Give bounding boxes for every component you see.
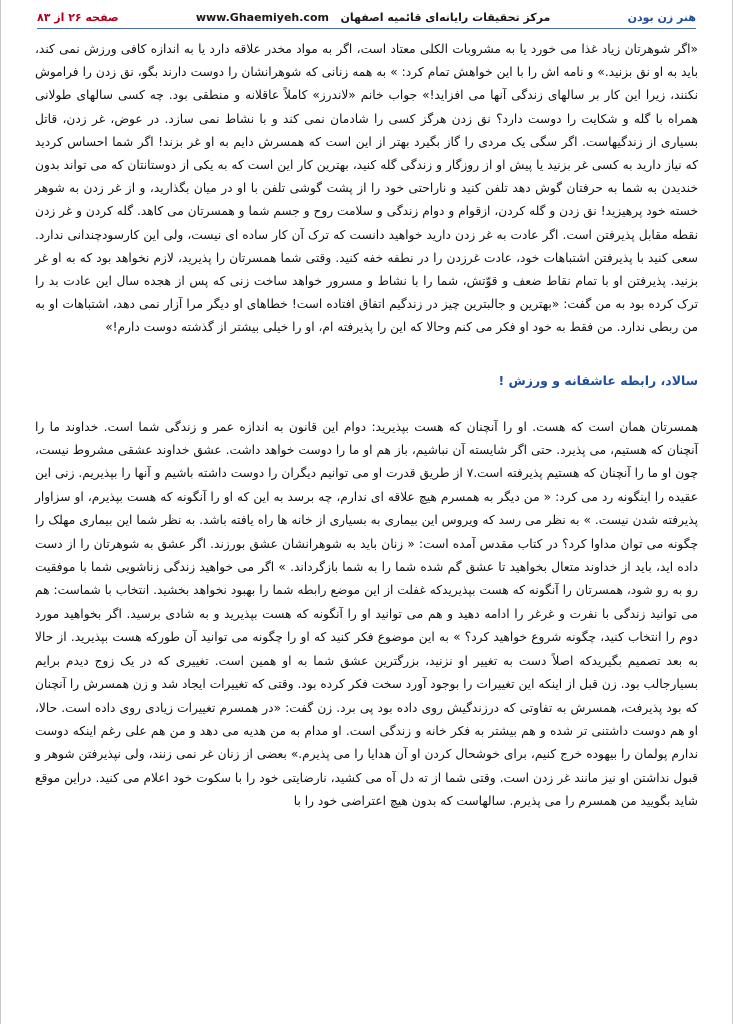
header-divider	[37, 28, 696, 29]
paragraph-2: همسرتان همان است که هست. او را آنچنان که هست بپذیرید: دوام این قانون به اندازه عمر و زندگی شما است. خداوند ما را آنچنان که هستیم، می پذیرد. حتی اگر شایسته آن نباشیم، باز هم او ما را دوست خواهد داشت. عشق خداوند عشقی مشروط نیست، چون او ما را آنچنان که هستیم پذیرفته است.۷ از طریق قدرت او می توانیم دیگران را دوست داشته باشیم و آنها را بپذیریم. زنی این عقیده را اینگونه رد می کرد: « من دیگر به همسرم هیچ علاقه ای ندارم، چه برسد به این که او را آنگونه که هست بپذیرم، او سزاوار پذیرفته شدن نیست. » به نظر می رسد که ویروس این بیماری به بسیاری از خانه ها راه یافته باشد. به نظر شما این بیماری مهلک را چگونه می توان مداوا کرد؟ در کتاب مقدس آمده است: « زنان باید به شوهرانشان عشق بورزند. اگر عشق به شوهرتان را از دست داده اید، باید از خداوند متعال بخواهید تا عشق گم شده شما را به شما بازگرداند. » اگر می خواهید زندگی زناشویی شما با موفقیت رو به رو شود، همسرتان را آنگونه که هست بپذیریدکه غفلت از این موضع رابطه شما را بهبود نخواهد بخشید. انتخاب با شماست: هم می توانید زندگی با نفرت و غرغر را ادامه دهید و هم می توانید او را آنگونه که هست بپذیرید و به شادی برسید. اگر بخواهید مورد دوم را انتخاب کنید، چگونه شروع خواهید کرد؟ » به این موضوع فکر کنید که او را چگونه می توانید آن طورکه هست بپذیرید. از حالا به بعد تصمیم بگیریدکه اصلاً دست به تغییر او نزنید، بزرگترین عشق شما به او همین است. تغییری که در یک زوج دیدم برایم بسیارجالب بود. زن قبل از اینکه این تغییرات را بوجود آورد سخت فکر کرده بود. وقتی که تغییرات ایجاد شد و زن همسرش را آنچنان که بود پذیرفت، همسرش به تفاوتی که درزندگیش روی داده بود پی برد. زن گفت: «در همسرم تغییرات زیادی روی داده است. حالا، او هم دوست داشتنی تر شده و هم بیشتر به فکر خانه و زندگی است. او مدام به من هدیه می دهد و من هم علی رغم اینکه دوست ندارم پولمان را بیهوده خرج کنیم، برای خوشحال کردن او آن هدایا را می پذیرم.» بعضی از زنان غر نمی زنند، ولی نپذیرفتن شوهر و قبول نداشتن او نیز مانند غر زدن است. وقتی شما از ته دل آه می کشید، نارضایتی خود را با سکوت خود اعلام می کنید. دراین موقع شاید بگویید من همسرم را می پذیرم. سالهاست که بدون هیچ اعتراضی خود را با	[35, 419, 699, 809]
paragraph-1: «اگر شوهرتان زیاد غذا می خورد یا به مشروبات الکلی معتاد است، اگر به مواد مخدر علاقه دارد یا به اندازه کافی ورزش نمی کند، باید به او نق بزنید.» و نامه اش را با این خواهش تمام کرد: » به همه زنانی که شوهرانشان را دوست دارند بگو، نق زدن را فراموش نکنند، زیرا این کار بر سالهای زندگی آنها می افزاید!» جواب خانم «لاندرز» کاملاً عاقلانه و منطقی بود. چه کسی سالهای طولانی همراه با گله و شکایت را دوست دارد؟ نق زدن هرگز کسی را شادمان نمی کند و با نشاط نمی سازد. در عوض، غر زدن، قاتل بسیاری از زندگیهاست. اگر سگی یک مردی را گاز بگیرد بهتر از این است که همسرش دایم به او غر بزند! اگر شما احساس کردید که نیاز دارید به کسی غر بزنید یا پیش او از روزگار و زندگی گله کنید، بهترین کار این است که به یکی از دوستانتان که می تواند بدون خندیدن به شما به حرفتان گوش دهد تلفن کنید و ناراحتی خود را از پشت گوشی تلفن با او در میان بگذارید، و از غر زدن به شوهر خسته خود پرهیزید! نق زدن و گله کردن، ازقوام و دوام زندگی و سلامت روح و جسم شما و همسرتان می کاهد. گله کردن و غر زدن نقطه مقابل پذیرفتن است. اگر عادت به غر زدن دارید خواهید دانست که ترک آن کار ساده ای نیست، ولی این کارسودچندانی ندارد. سعی کنید با پذیرفتن اشتباهات خود، عادت غرزدن را در نطفه خفه کنید. وقتی شما همسرتان را پذیرید، لازم نخواهد بود که به او غر بزنید. پذیرفتن او با تمام نقاط ضعف و قوّتش، شما را با نشاط و مسرور خواهد ساخت زنی که پس از هجده سال این عادت بد را ترک کرده بود به من گفت: «بهترین و جالبترین چیز در زندگیم اتفاق افتاده است! خطاهای او دیگر مرا آزار نمی دهد، اشتباهات او به من ربطی ندارد. من فقط به خود او فکر می کنم وحالا که این را پذیرفته ام، او را خیلی بیشتر از گذشته دوست دارم!»	[35, 42, 698, 335]
header-center	[196, 11, 551, 24]
book-title: هنر زن بودن	[627, 10, 696, 24]
section-heading: سالاد، رابطه عاشقانه و ورزش !	[498, 372, 698, 388]
page-number: صفحه ۲۶ از ۸۳	[37, 10, 119, 24]
site-link[interactable]: www.Ghaemiyeh.com	[195, 10, 329, 24]
center-title: مرکز تحقیقات رایانه‌ای قائمیه اصفهان	[340, 10, 551, 24]
page-body	[35, 38, 698, 814]
page-header	[37, 6, 696, 28]
